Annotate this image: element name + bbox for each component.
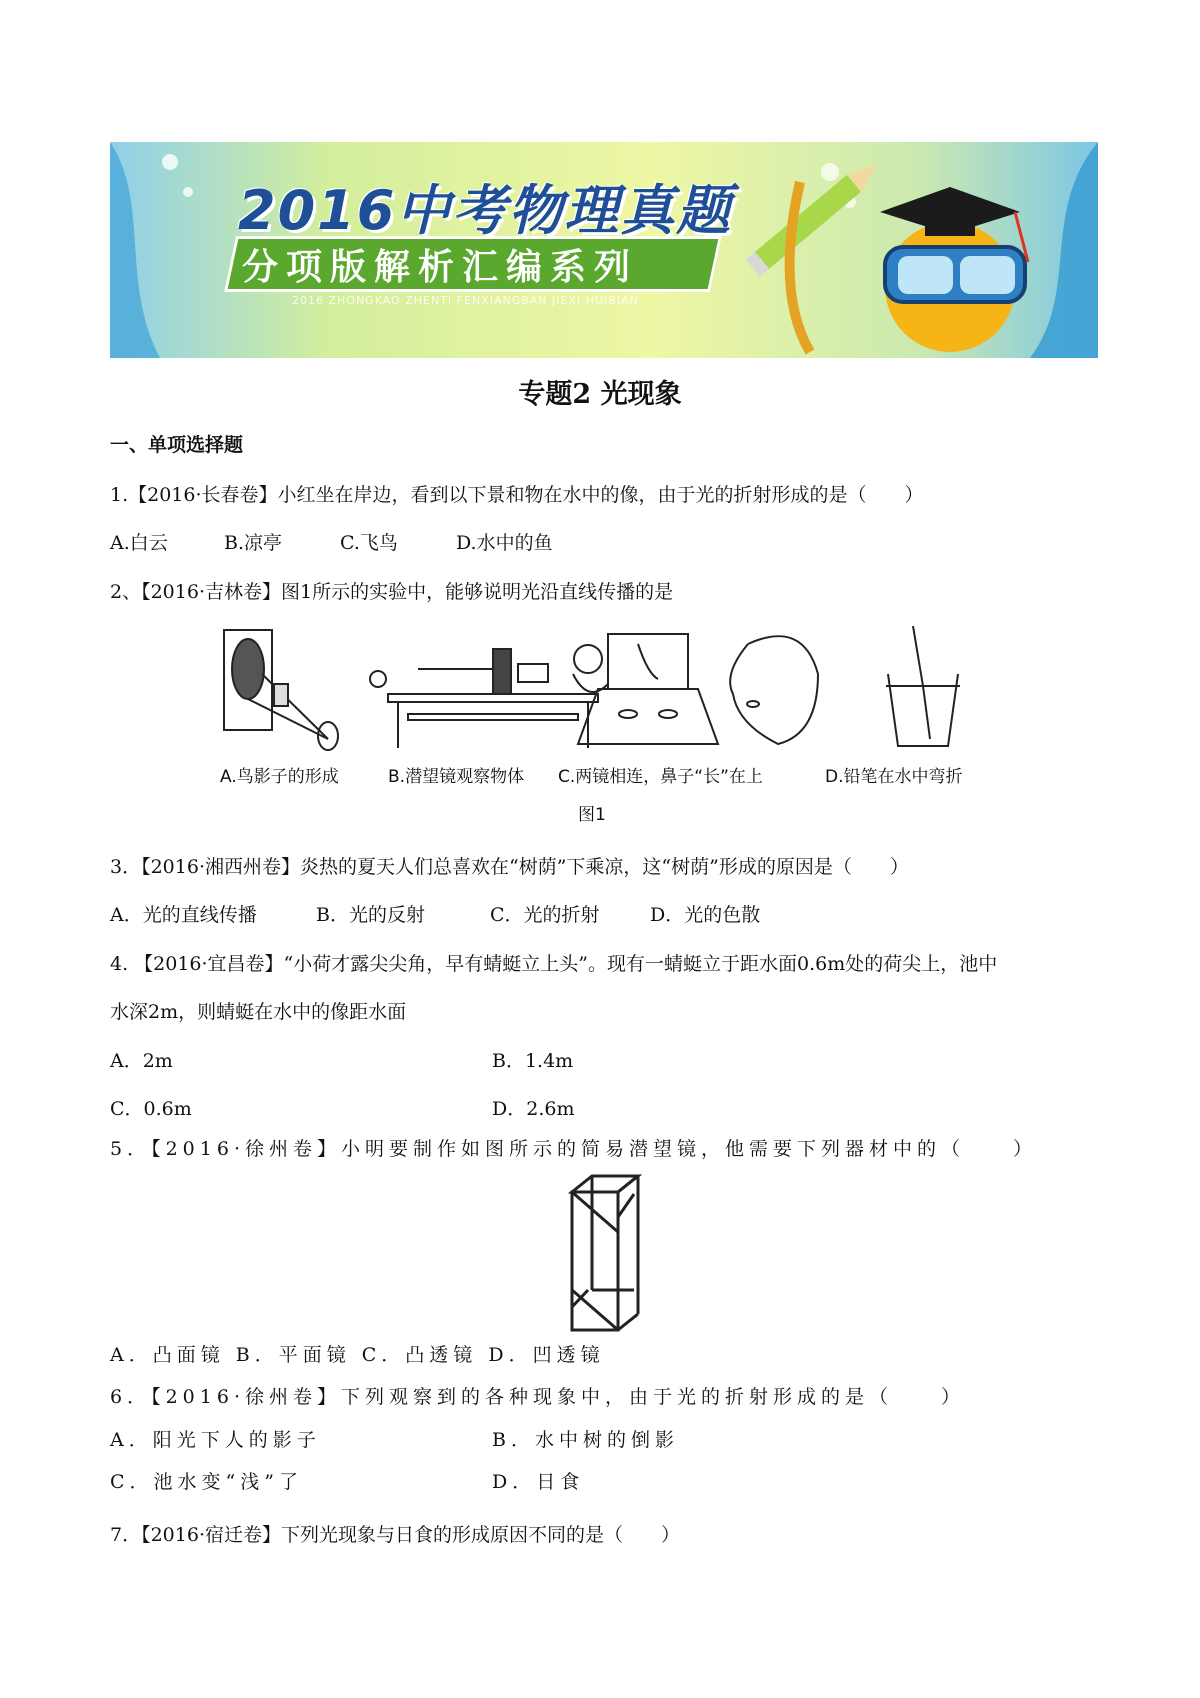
question-1-option-b: B.凉亭	[224, 532, 283, 554]
question-7-stem: 7．【2016·宿迁卷】下列光现象与日食的形成原因不同的是（ ）	[110, 1524, 680, 1546]
question-6-option-c: C．池水变“浅”了	[110, 1471, 303, 1493]
question-1-stem: 1.【2016·长春卷】小红坐在岸边，看到以下景和物在水中的像，由于光的折射形成的是（ ）	[110, 484, 924, 506]
question-3-option-b: B．光的反射	[316, 904, 425, 926]
question-1-option-c: C.飞鸟	[340, 532, 398, 554]
question-3-stem: 3．【2016·湘西州卷】炎热的夏天人们总喜欢在“树荫”下乘凉，这“树荫”形成的原因是（ ）	[110, 856, 909, 878]
question-3-option-c: C．光的折射	[490, 904, 600, 926]
header-banner	[110, 142, 1098, 358]
figure-1-label: 图1	[578, 805, 606, 825]
banner-title: 2016中考物理真题	[238, 179, 733, 242]
question-3-option-a: A．光的直线传播	[110, 904, 257, 926]
question-3-option-d: D．光的色散	[650, 904, 761, 926]
section-heading: 一、单项选择题	[110, 434, 244, 456]
figure-1-caption-d: D.铅笔在水中弯折	[825, 767, 963, 787]
question-2-stem: 2、【2016·吉林卷】图1所示的实验中，能够说明光沿直线传播的是	[110, 581, 674, 603]
question-1-option-d: D.水中的鱼	[456, 532, 553, 554]
question-6-stem: 6．【2016·徐州卷】下列观察到的各种现象中，由于光的折射形成的是（ ）	[110, 1386, 965, 1408]
figure-1-illustration	[218, 624, 1008, 752]
question-6-option-a: A．阳光下人的影子	[110, 1429, 321, 1451]
banner-subtitle: 分项版解析汇编系列	[242, 247, 639, 288]
question-4-option-c: C．0.6m	[110, 1098, 192, 1120]
question-5-stem: 5．【2016·徐州卷】小明要制作如图所示的简易潜望镜，他需要下列器材中的（ ）	[110, 1138, 1037, 1160]
question-6-option-b: B．水中树的倒影	[492, 1429, 679, 1451]
banner-english: 2016 ZHONGKAO ZHENTI FENXIANGBAN JIEXI HUIBIAN	[292, 294, 639, 307]
figure-1-caption-a: A.鸟影子的形成	[220, 767, 339, 787]
figure-1-caption-c: C.两镜相连，鼻子“长”在上	[558, 767, 763, 787]
question-4-stem-line-2: 水深2m，则蜻蜓在水中的像距水面	[110, 1001, 407, 1023]
question-1-option-a: A.白云	[110, 532, 168, 554]
page-title: 专题2 光现象	[518, 379, 682, 410]
question-4-option-b: B．1.4m	[492, 1050, 574, 1072]
question-5-options: A．凸面镜 B．平面镜 C．凸透镜 D．凹透镜	[110, 1344, 605, 1366]
question-4-stem-line-1: 4. 【2016·宜昌卷】“小荷才露尖尖角，早有蜻蜓立上头”。现有一蜻蜓立于距水面0.6m处的荷尖上，池中	[110, 953, 998, 975]
question-6-option-d: D．日食	[492, 1471, 585, 1493]
question-4-option-a: A．2m	[110, 1050, 173, 1072]
figure-1-caption-b: B.潜望镜观察物体	[388, 767, 525, 787]
question-4-option-d: D．2.6m	[492, 1098, 575, 1120]
periscope-diagram	[568, 1172, 644, 1334]
